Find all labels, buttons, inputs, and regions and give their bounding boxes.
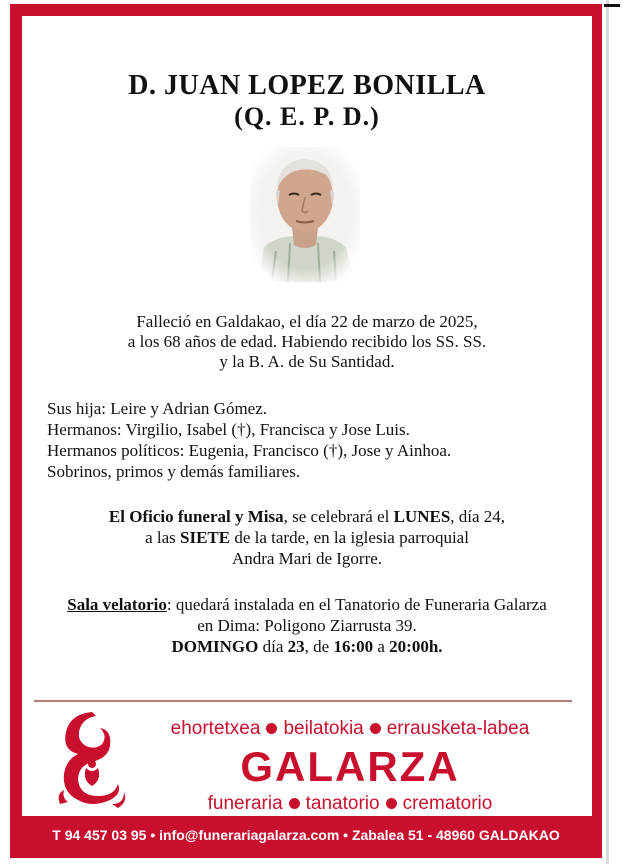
service-item: crematorio [402,793,493,814]
service-day: LUNES [393,507,451,526]
page-edge-mark [604,4,620,7]
service-text: de la tarde, en la iglesia parroquial [230,528,469,547]
page-edge [606,0,609,864]
service-text: a las [145,528,180,547]
family-line: Hermanos: Virgilio, Isabel (†), Francisca y Jose Luis. [47,420,410,439]
bullet-dot [289,798,300,809]
wake-text: día [258,637,288,656]
wake-address: en Dima: Poligono Ziarrusta 39. [197,616,417,635]
wake-end-time: 20:00h. [389,637,443,656]
services-top [140,718,560,740]
family-line: Sobrinos, primos y demás familiares. [47,462,301,481]
brand-name: GALARZA [240,743,460,790]
qepd-label: (Q. E. P. D.) [234,102,380,131]
service-item: beilatokia [283,718,364,739]
service-location: Andra Mari de Igorre. [231,549,383,568]
bullet-dot [370,723,381,734]
portrait-photo [250,147,360,282]
family-line: Hermanos políticos: Eugenia, Francisco (†), Jose y Ainhoa. [47,441,452,460]
service-text: , se celebrará el [283,507,394,526]
service-time: SIETE [180,528,231,547]
contact-info: T 94 457 03 95 • info@funerariagalarza.com • Zabalea 51 - 48960 GALDAKAO [52,827,560,843]
wake-start-time: 16:00 [333,637,374,656]
services-bottom [140,793,560,815]
wake-date: 23 [287,637,305,656]
deceased-name: D. JUAN LOPEZ BONILLA [128,70,486,101]
funeral-service-text [22,506,592,569]
service-item: ehortetxea [170,718,261,739]
wake-text: a [373,637,390,656]
intro-line: y la B. A. de Su Santidad. [219,352,395,371]
wake-schedule [22,636,592,657]
intro-line: Falleció en Galdakao, el día 22 de marzo de 2025, [136,312,478,331]
bullet-dot [266,723,277,734]
service-title: El Oficio funeral y Misa [108,507,284,526]
frame-top [10,4,602,16]
intro-line: a los 68 años de edad. Habiendo recibido los SS. SS. [127,332,487,351]
service-date: , día 24, [450,507,506,526]
wake-text: , de [304,637,334,656]
wake-text: : quedará instalada en el Tanatorio de Funeraria Galarza [166,595,547,614]
family-line: Sus hija: Leire y Adrian Gómez. [47,399,268,418]
service-line [22,527,592,548]
family-list [47,398,451,482]
wake-info-text [22,594,592,657]
wake-label: Sala velatorio [67,595,167,614]
service-item: funeraria [207,793,283,814]
service-line [22,506,592,527]
frame-left [10,4,22,828]
wake-line [22,594,592,615]
divider [34,700,572,702]
service-item: tanatorio [305,793,380,814]
service-item: errausketa-labea [386,718,530,739]
wake-day: DOMINGO [171,637,259,656]
bullet-dot [386,798,397,809]
galarza-logo-icon [52,708,130,812]
death-notice-text [22,312,592,372]
frame-right [592,4,602,828]
